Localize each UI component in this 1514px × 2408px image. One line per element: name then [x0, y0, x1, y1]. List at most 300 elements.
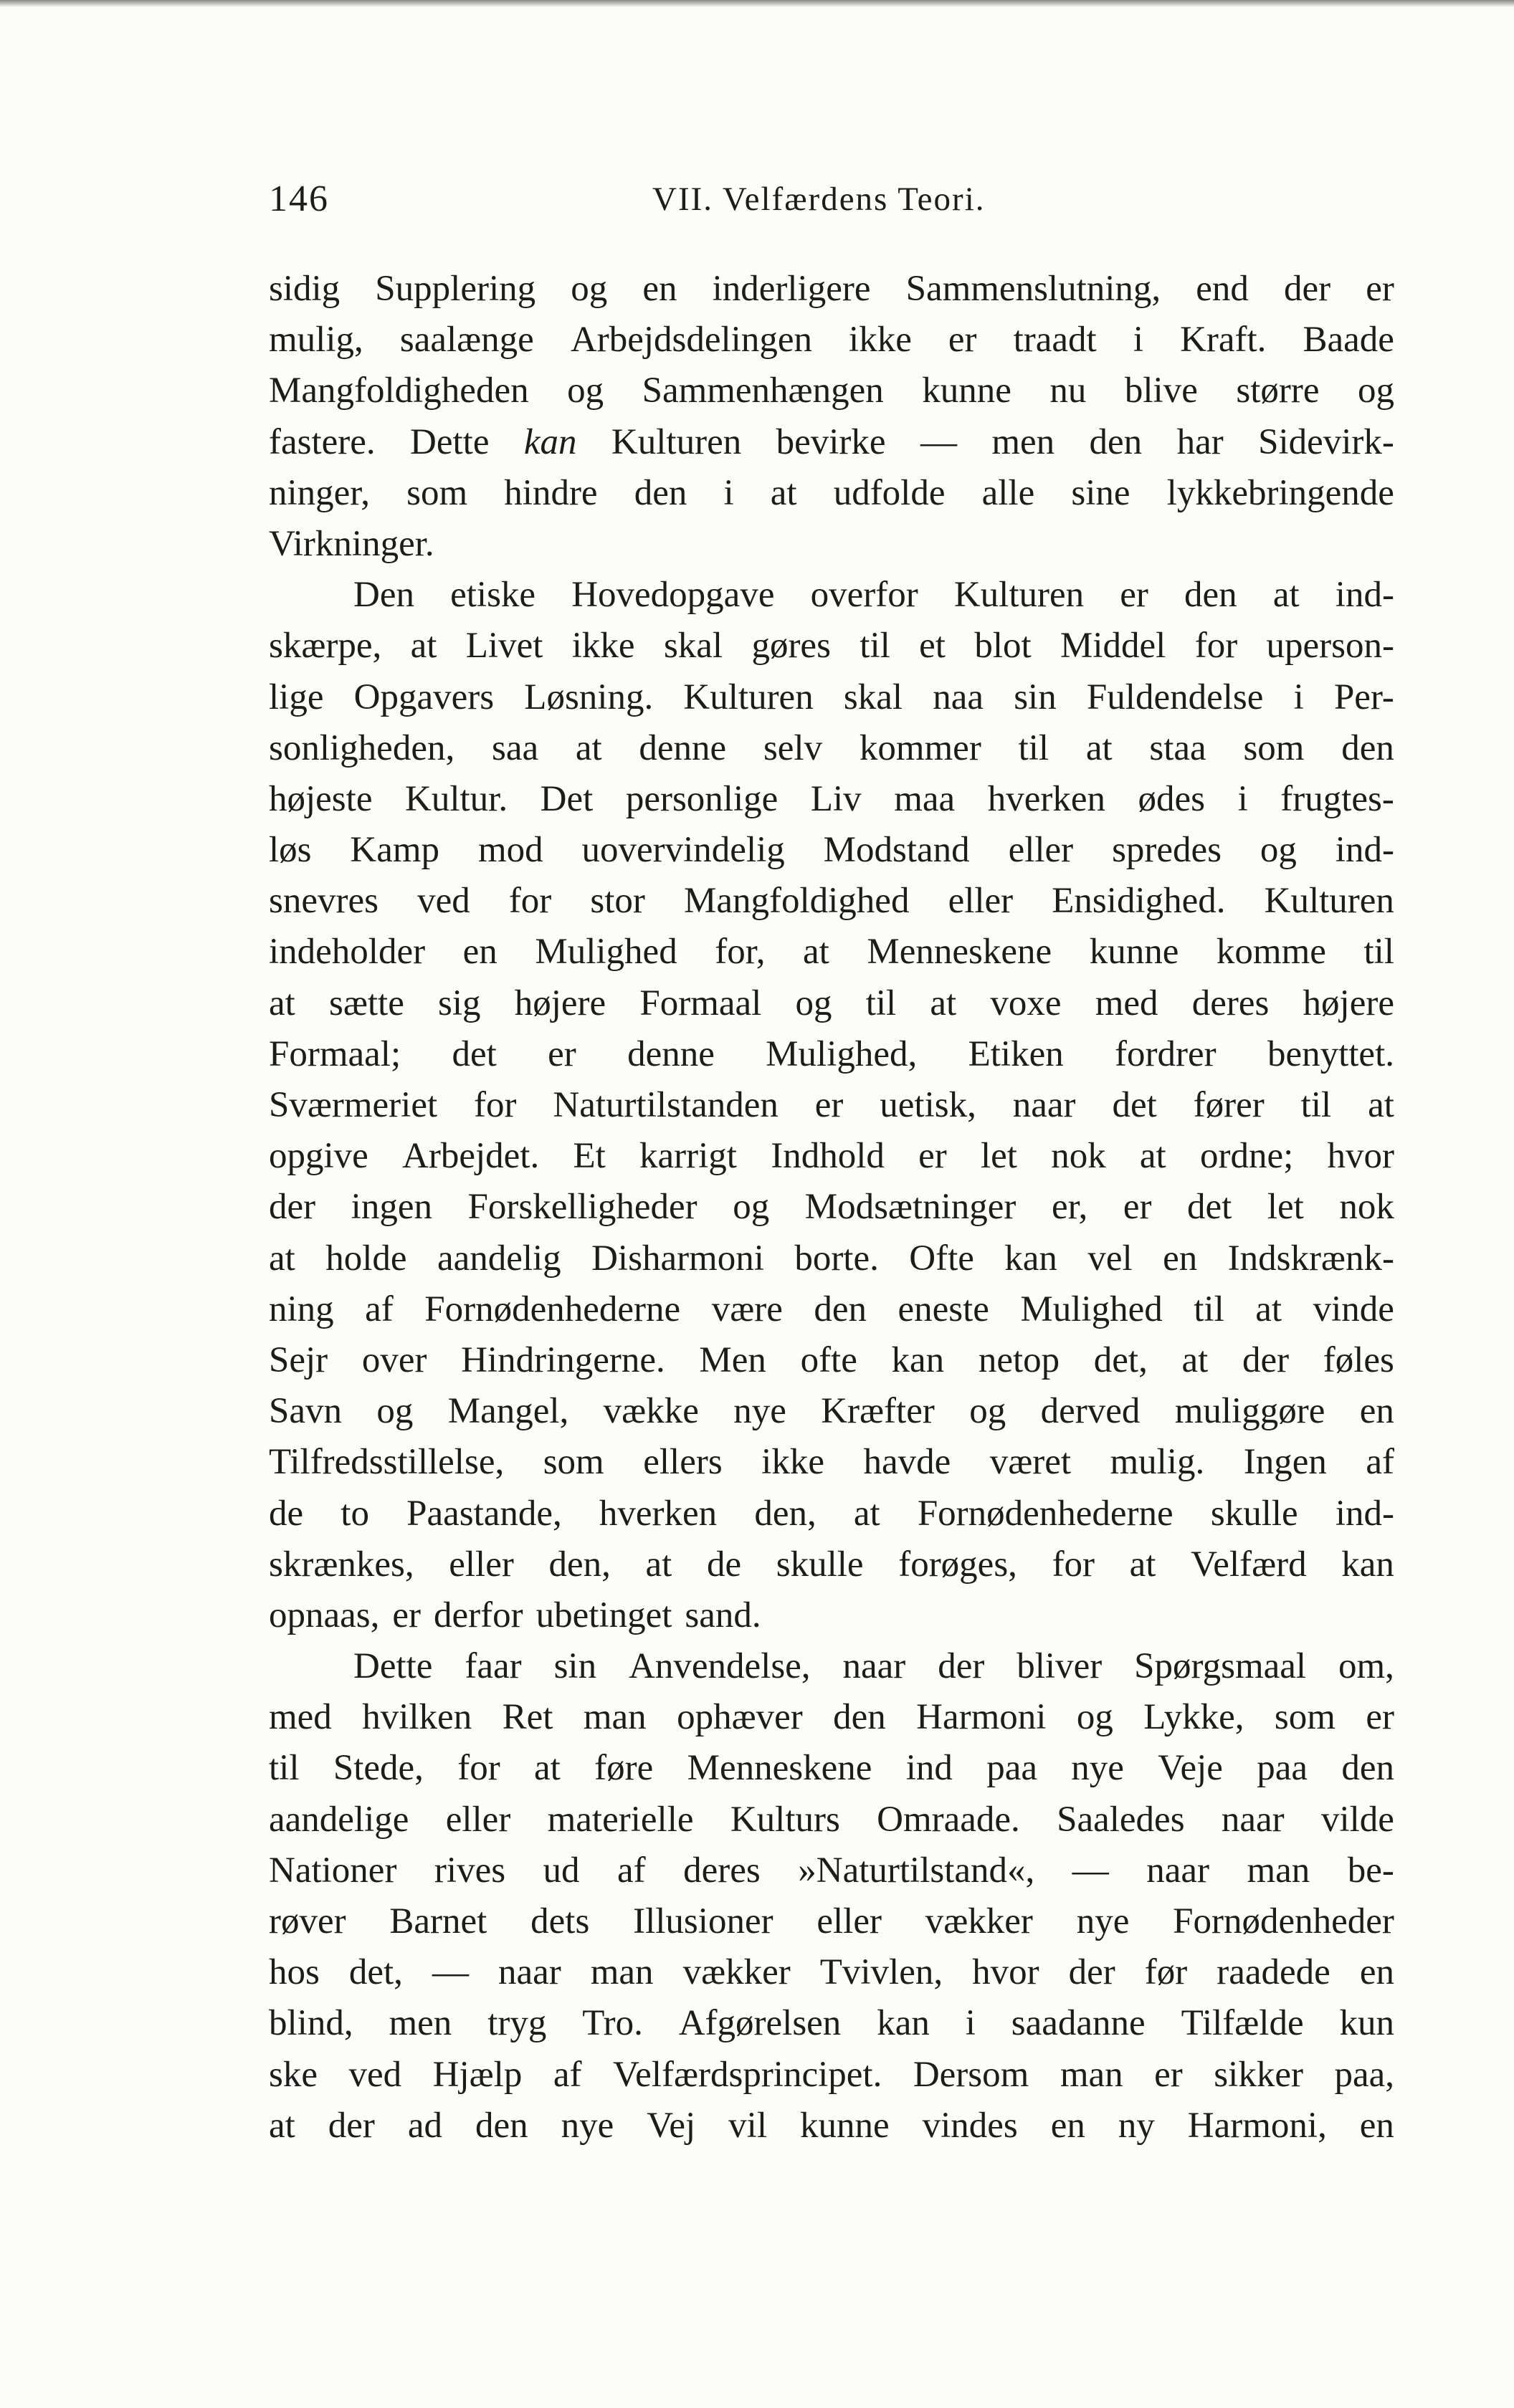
- word: lykkebringende: [1166, 472, 1394, 513]
- word: at: [269, 1238, 295, 1279]
- word: og: [571, 269, 608, 309]
- word: uovervindelig: [581, 830, 785, 871]
- word: benyttet.: [1267, 1033, 1394, 1074]
- word: ind: [905, 1748, 953, 1789]
- word: nok: [1339, 1187, 1394, 1228]
- word: eller: [445, 1799, 511, 1840]
- word: Tro.: [582, 2003, 643, 2044]
- word: eller: [948, 881, 1014, 922]
- word: muliggøre: [1174, 1391, 1325, 1432]
- word: derved: [1040, 1391, 1141, 1432]
- word: for: [457, 1748, 500, 1789]
- word: som: [406, 472, 468, 513]
- word: med: [269, 1697, 332, 1738]
- word: ofte: [800, 1339, 857, 1380]
- word: kunne: [1089, 932, 1179, 973]
- word: udfolde: [833, 472, 946, 513]
- text-line: [269, 2050, 1394, 2101]
- word: med: [1095, 983, 1158, 1023]
- word: den: [1184, 575, 1237, 616]
- word: —: [432, 1952, 469, 1993]
- word: Savn: [269, 1391, 342, 1432]
- word: nye: [733, 1391, 786, 1432]
- word: kan: [877, 2003, 930, 2044]
- word: alle: [981, 472, 1035, 513]
- word: Sidevirk-: [1258, 421, 1394, 462]
- word: er: [1366, 1697, 1394, 1738]
- word: Ingen: [1243, 1442, 1327, 1483]
- word: Menneskene: [687, 1748, 872, 1789]
- word: spredes: [1112, 830, 1222, 871]
- word: men: [991, 421, 1055, 462]
- word: at: [534, 1748, 561, 1789]
- word: ny: [1118, 2105, 1155, 2146]
- word: at: [803, 932, 829, 973]
- word: nye: [561, 2105, 614, 2146]
- word: uperson-: [1266, 626, 1394, 666]
- word: Saaledes: [1057, 1799, 1185, 1840]
- word: Vej: [647, 2105, 696, 2146]
- word: at: [930, 983, 957, 1023]
- word: derfor: [434, 1595, 523, 1635]
- word: traadt: [1013, 320, 1097, 360]
- word: naar: [1012, 1085, 1076, 1125]
- word: sin: [553, 1646, 597, 1687]
- word: at: [770, 472, 797, 513]
- word: mod: [477, 830, 543, 871]
- word: at: [1181, 1339, 1209, 1380]
- word: er: [814, 1085, 844, 1125]
- word: Opgavers: [353, 677, 495, 717]
- word: paa,: [1334, 2054, 1394, 2095]
- word: Formaal;: [269, 1033, 401, 1074]
- word: ved: [417, 881, 470, 922]
- word: blot: [974, 626, 1032, 666]
- word: Kamp: [350, 830, 440, 871]
- word: Tilfælde: [1181, 2003, 1304, 2044]
- word: en: [1163, 1238, 1198, 1279]
- word: Afgørelsen: [678, 2003, 842, 2044]
- word: som: [543, 1442, 604, 1483]
- word: paa: [1257, 1748, 1308, 1789]
- word: ikke: [761, 1442, 824, 1483]
- body-text: [269, 264, 1394, 2151]
- word: den,: [548, 1544, 611, 1585]
- word: højere: [1303, 983, 1394, 1023]
- word: to: [341, 1493, 369, 1534]
- word: Spørgsmaal: [1134, 1646, 1307, 1687]
- word: Hindringerne.: [461, 1339, 665, 1380]
- word: Barnet: [389, 1901, 487, 1941]
- word: denne: [639, 727, 727, 768]
- word: som: [1274, 1697, 1336, 1738]
- word: Liv: [810, 778, 862, 819]
- word: Stede,: [333, 1748, 424, 1789]
- word: Løsning.: [524, 677, 654, 717]
- word: skærpe,: [269, 626, 382, 666]
- word: og: [1260, 830, 1297, 871]
- text-line: [269, 1233, 1394, 1284]
- word: gøres: [751, 626, 831, 666]
- word: bliver: [1017, 1646, 1103, 1687]
- word: et: [919, 626, 946, 666]
- word: at: [1139, 1136, 1166, 1177]
- word: i: [1133, 320, 1143, 360]
- word: den: [814, 1289, 867, 1329]
- text-line: [269, 1590, 1394, 1641]
- word: skal: [843, 677, 903, 717]
- word: netop: [978, 1339, 1060, 1380]
- word: vække: [603, 1391, 699, 1432]
- word: ning: [269, 1289, 334, 1329]
- word: der: [1284, 269, 1331, 309]
- word: Kulturen: [611, 421, 742, 462]
- word: det,: [1093, 1339, 1148, 1380]
- word: sine: [1071, 472, 1130, 513]
- word: til: [1363, 932, 1394, 973]
- word: nye: [1076, 1901, 1130, 1941]
- word: saalænge: [399, 320, 534, 360]
- word: tryg: [487, 2003, 547, 2044]
- word: Harmoni: [916, 1697, 1047, 1738]
- word: Indskrænk-: [1227, 1238, 1394, 1279]
- word: Etiken: [968, 1033, 1064, 1074]
- word: Nationer: [269, 1850, 397, 1891]
- word: Livet: [465, 626, 543, 666]
- text-line: [269, 1437, 1394, 1488]
- word: ind-: [1335, 575, 1394, 616]
- word: komme: [1216, 932, 1326, 973]
- word: Veje: [1158, 1748, 1223, 1789]
- word: saadanne: [1011, 2003, 1146, 2044]
- word: en: [462, 932, 497, 973]
- word: der: [328, 2105, 375, 2146]
- word: sin: [1014, 677, 1057, 717]
- text-line: [269, 1998, 1394, 2049]
- text-line: [269, 366, 1394, 416]
- word: kan: [891, 1339, 945, 1380]
- word: de: [269, 1493, 304, 1534]
- word: inderligere: [712, 269, 871, 309]
- word: sikker: [1214, 2054, 1303, 2095]
- word: naar: [497, 1952, 561, 1993]
- word: Formaal: [639, 983, 762, 1023]
- word: den: [1341, 727, 1394, 768]
- word: og: [969, 1391, 1006, 1432]
- word: staa: [1149, 727, 1206, 768]
- word: Disharmoni: [591, 1238, 764, 1279]
- word: den,: [754, 1493, 816, 1534]
- word: den: [475, 2105, 528, 2146]
- word: hvor: [972, 1952, 1039, 1993]
- word: højere: [514, 983, 606, 1023]
- word: er: [1120, 575, 1148, 616]
- word: Ensidighed.: [1052, 881, 1226, 922]
- word: aandelig: [437, 1238, 561, 1279]
- word: ikke: [849, 320, 912, 360]
- word: hverken: [987, 778, 1105, 819]
- word: —: [920, 421, 957, 462]
- word: den: [634, 472, 687, 513]
- text-line: [269, 825, 1394, 876]
- word: vækker: [925, 1901, 1033, 1941]
- word: maa: [894, 778, 956, 819]
- word: dets: [530, 1901, 590, 1941]
- word: »Naturtilstand«,: [798, 1850, 1035, 1891]
- word: Modstand: [823, 830, 970, 871]
- word: der: [1068, 1952, 1115, 1993]
- word: Baade: [1303, 320, 1394, 360]
- word: Virkninger.: [269, 523, 434, 564]
- word: i: [965, 2003, 976, 2044]
- word: faar: [465, 1646, 522, 1687]
- word: Middel: [1060, 626, 1166, 666]
- word: er: [1154, 2054, 1183, 2095]
- word: for: [1194, 626, 1238, 666]
- word: Kræfter: [821, 1391, 935, 1432]
- word: Kulturs: [730, 1799, 840, 1840]
- word: til: [1194, 1289, 1224, 1329]
- word: nu: [1049, 371, 1087, 411]
- word: det: [452, 1033, 497, 1074]
- word: vilde: [1320, 1799, 1394, 1840]
- word: højeste: [269, 778, 373, 819]
- word: sidig: [269, 269, 341, 309]
- word: det,: [348, 1952, 403, 1993]
- word: til: [860, 626, 890, 666]
- word: aandelige: [269, 1799, 409, 1840]
- text-line: [269, 1080, 1394, 1131]
- word: over: [361, 1339, 427, 1380]
- text-line: [269, 621, 1394, 672]
- word: raadede: [1217, 1952, 1330, 1993]
- text-line: [269, 570, 1394, 621]
- word: stor: [590, 881, 645, 922]
- word: ind-: [1335, 1493, 1394, 1534]
- word: at: [645, 1544, 672, 1585]
- text-line: [269, 1795, 1394, 1845]
- word: Velfærdsprincipet.: [613, 2054, 882, 2095]
- word: holde: [325, 1238, 407, 1279]
- word: man: [583, 1697, 647, 1738]
- word: indeholder: [269, 932, 426, 973]
- text-line: [269, 1131, 1394, 1182]
- word: naar: [1221, 1799, 1285, 1840]
- page-number: 146: [269, 178, 329, 219]
- word: Hjælp: [432, 2054, 523, 2095]
- word: røver: [269, 1901, 346, 1941]
- word: føre: [594, 1748, 654, 1789]
- word: Kulturen: [1264, 881, 1394, 922]
- word: uetisk,: [880, 1085, 976, 1125]
- word: for: [474, 1085, 517, 1125]
- word: deres: [1191, 983, 1270, 1023]
- word: opgive: [269, 1136, 368, 1177]
- word: fordrer: [1115, 1033, 1217, 1074]
- word: Det: [540, 778, 594, 819]
- word: i: [1293, 677, 1304, 717]
- word: forøges,: [898, 1544, 1017, 1585]
- word: let: [1267, 1187, 1304, 1228]
- word: Fornødenhederne: [917, 1493, 1173, 1534]
- text-line: [269, 1489, 1394, 1539]
- emphasized-word: kan: [523, 421, 577, 462]
- word: Hovedopgave: [571, 575, 775, 616]
- word: ordne;: [1199, 1136, 1294, 1177]
- word: ud: [543, 1850, 580, 1891]
- word: Fuldendelse: [1086, 677, 1264, 717]
- word: lige: [269, 677, 324, 717]
- word: Omraade.: [877, 1799, 1020, 1840]
- word: karrigt: [639, 1136, 737, 1177]
- word: mulig.: [1110, 1442, 1205, 1483]
- word: Kultur.: [405, 778, 508, 819]
- text-line: [269, 723, 1394, 774]
- word: deres: [683, 1850, 761, 1891]
- word: Menneskene: [867, 932, 1052, 973]
- word: man: [590, 1952, 654, 1993]
- word: materielle: [547, 1799, 694, 1840]
- word: sonligheden,: [269, 727, 455, 768]
- word: Forskelligheder: [467, 1187, 698, 1228]
- word: nok: [1051, 1136, 1106, 1177]
- word: —: [1072, 1850, 1109, 1891]
- word: selv: [763, 727, 823, 768]
- text-line: [269, 672, 1394, 723]
- word: af: [617, 1850, 646, 1891]
- word: naar: [842, 1646, 906, 1687]
- word: Fornødenhederne: [424, 1289, 681, 1329]
- word: sand.: [685, 1595, 761, 1635]
- text-line: [269, 315, 1394, 366]
- word: hvor: [1327, 1136, 1394, 1177]
- word: har: [1176, 421, 1224, 462]
- word: men: [389, 2003, 452, 2044]
- running-title: VII. Velfærdens Teori.: [652, 181, 986, 218]
- word: at: [853, 1493, 880, 1534]
- word: kunne: [922, 371, 1011, 411]
- word: man: [1060, 2054, 1123, 2095]
- text-line: [269, 264, 1394, 315]
- word: for: [1052, 1544, 1095, 1585]
- word: af: [553, 2054, 582, 2095]
- word: Arbejdet.: [402, 1136, 540, 1177]
- word: Mulighed: [1020, 1289, 1163, 1329]
- word: Ret: [502, 1697, 553, 1738]
- word: være: [711, 1289, 783, 1329]
- text-line: [269, 1284, 1394, 1335]
- word: Dette: [353, 1646, 433, 1687]
- word: fører: [1193, 1085, 1265, 1125]
- word: der: [938, 1646, 985, 1687]
- word: Velfærd: [1191, 1544, 1307, 1585]
- word: personlige: [625, 778, 779, 819]
- word: for: [508, 881, 552, 922]
- word: er,: [1051, 1187, 1088, 1228]
- word: det: [1187, 1187, 1232, 1228]
- word: voxe: [990, 983, 1062, 1023]
- word: ad: [407, 2105, 443, 2146]
- word: bevirke: [776, 421, 886, 462]
- text-line: [269, 1692, 1394, 1743]
- word: kunne: [799, 2105, 890, 2146]
- word: Supplering: [375, 269, 536, 309]
- word: Men: [699, 1339, 766, 1380]
- word: Paastande,: [406, 1493, 562, 1534]
- word: den: [1089, 421, 1143, 462]
- word: Naturtilstanden: [553, 1085, 779, 1125]
- word: Sammenhængen: [642, 371, 884, 411]
- word: en: [1050, 2105, 1085, 2146]
- word: Mangel,: [447, 1391, 569, 1432]
- word: hverken: [599, 1493, 718, 1534]
- word: Dette: [410, 421, 490, 462]
- word: ikke: [571, 626, 635, 666]
- word: til: [1300, 1085, 1332, 1125]
- word: ophæver: [677, 1697, 803, 1738]
- word: at: [1368, 1085, 1394, 1125]
- text-line: [269, 1539, 1394, 1590]
- word: Sammenslutning,: [905, 269, 1161, 309]
- text-line: [269, 774, 1394, 825]
- word: Arbejdsdelingen: [570, 320, 812, 360]
- word: og: [376, 1391, 414, 1432]
- word: hos: [269, 1952, 320, 1993]
- word: blind,: [269, 2003, 353, 2044]
- word: at: [1272, 575, 1300, 616]
- word: blive: [1124, 371, 1198, 411]
- word: eneste: [898, 1289, 989, 1329]
- word: skrænkes,: [269, 1544, 414, 1585]
- word: vindes: [922, 2105, 1018, 2146]
- word: før: [1144, 1952, 1188, 1993]
- word: eller: [1008, 830, 1074, 871]
- text-line: [269, 519, 1394, 570]
- word: hvilken: [362, 1697, 472, 1738]
- word: skulle: [776, 1544, 864, 1585]
- word: den: [1341, 1748, 1394, 1789]
- text-line: [269, 468, 1394, 519]
- word: Sejr: [269, 1339, 328, 1380]
- word: i: [1237, 778, 1248, 819]
- word: og: [733, 1187, 770, 1228]
- word: havde: [863, 1442, 951, 1483]
- word: og: [567, 371, 604, 411]
- text-line: [269, 1896, 1394, 1947]
- word: af: [1366, 1442, 1394, 1483]
- text-line: [269, 978, 1394, 1029]
- word: mulig,: [269, 320, 363, 360]
- word: Harmoni,: [1187, 2105, 1327, 2146]
- word: paa: [986, 1748, 1037, 1789]
- word: ingen: [351, 1187, 432, 1228]
- word: end: [1196, 269, 1249, 309]
- word: af: [365, 1289, 394, 1329]
- word: hindre: [504, 472, 598, 513]
- word: ellers: [643, 1442, 723, 1483]
- word: kommer: [859, 727, 981, 768]
- word: er: [918, 1136, 947, 1177]
- word: en: [1359, 1952, 1394, 1993]
- word: for,: [715, 932, 766, 973]
- word: er: [392, 1595, 421, 1635]
- word: naa: [933, 677, 984, 717]
- word: de: [706, 1544, 742, 1585]
- text-line: [269, 1386, 1394, 1437]
- word: Ofte: [909, 1238, 974, 1279]
- word: i: [723, 472, 734, 513]
- word: en: [1359, 1391, 1394, 1432]
